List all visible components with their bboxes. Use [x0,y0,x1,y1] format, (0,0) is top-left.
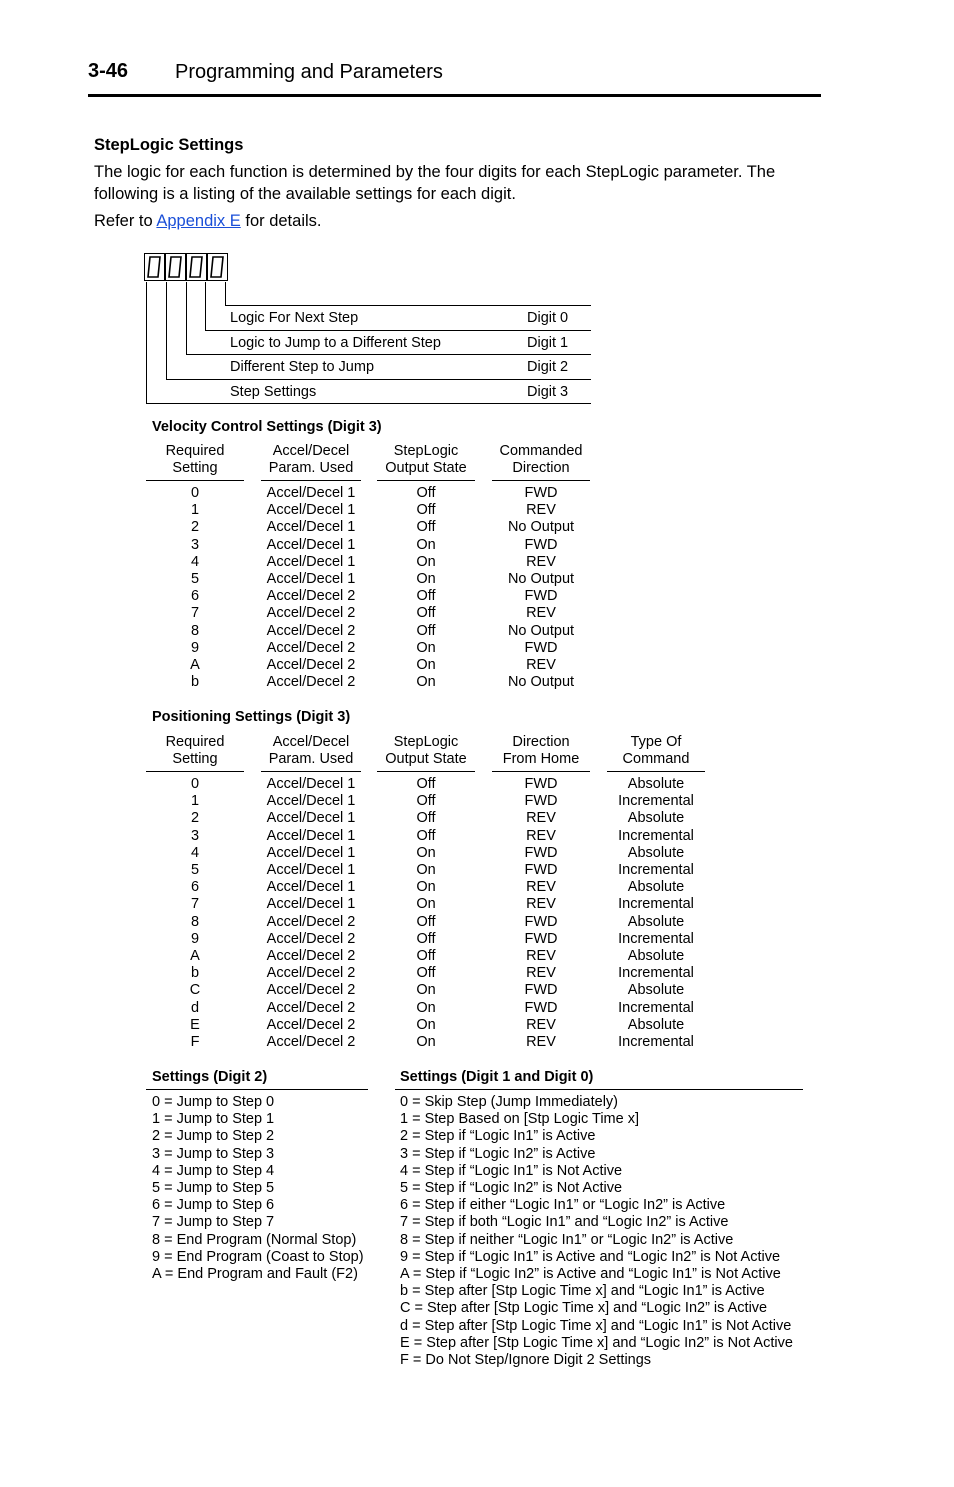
list-item: FWD [524,776,558,792]
page-header-title: Programming and Parameters [175,61,443,83]
velocity-header-output [377,443,475,477]
list-item: 8 [190,913,200,930]
list-item: 4 [190,553,200,570]
positioning-col-required [146,776,244,1051]
list-item: FWD [524,536,558,553]
list-item: Accel/Decel 2 [266,1034,356,1051]
list-item: 3 = Step if “Logic In2” is Active [400,1145,596,1162]
refer-suffix: for details. [240,212,322,230]
digit-2-connector [166,282,167,379]
header-line: Param. Used [268,460,354,476]
list-item: d = Step after [Stp Logic Time x] and “Logic In1” is Not Active [400,1317,792,1334]
velocity-rule [261,480,361,481]
positioning-table-title: Positioning Settings (Digit 3) [152,709,351,725]
list-item: 1 [190,793,200,810]
velocity-col-output [377,485,475,691]
diagram-digit-0: Digit 0 [527,310,569,326]
list-item: E = Step after [Stp Logic Time x] and “Logic In2” is Not Active [400,1334,793,1351]
list-item: 8 = Step if neither “Logic In1” or “Logic In2” is Active [400,1231,734,1248]
digit-display [144,253,226,281]
list-item: Accel/Decel 1 [266,571,356,588]
list-item: 4 [190,844,200,861]
list-item: Off [416,948,436,965]
list-item: 6 = Step if either “Logic In1” or “Logic In2” is Active [400,1197,726,1214]
digit-2-display [165,253,186,281]
velocity-header-direction [492,443,590,477]
velocity-col-accel [261,485,361,691]
list-item: REV [526,879,556,896]
list-item: b [190,965,200,982]
list-item: 0 = Jump to Step 0 [152,1094,275,1110]
list-item: REV [526,657,556,674]
list-item: 4 = Step if “Logic In1” is Not Active [400,1162,623,1179]
list-item: A = Step if “Logic In2” is Active and “Logic In1” is Not Active [400,1266,781,1283]
digit10-rule [395,1089,803,1090]
list-item: Off [416,485,436,501]
list-item: On [416,862,436,879]
list-item: On [416,639,436,656]
list-item: REV [526,1034,556,1051]
list-item: 3 [190,827,200,844]
list-item: Accel/Decel 2 [266,913,356,930]
list-item: 2 [190,810,200,827]
list-item: Absolute [627,776,685,792]
list-item: REV [526,965,556,982]
header-line: From Home [502,751,580,767]
diagram-label-1: Logic to Jump to a Different Step [230,335,441,351]
list-item: FWD [524,793,558,810]
digit-3-display [144,253,165,281]
list-item: 0 [190,485,200,501]
list-item: Accel/Decel 1 [266,827,356,844]
list-item: FWD [524,639,558,656]
list-item: Incremental [618,793,694,810]
page-number: 3-46 [88,60,129,82]
list-item: 7 = Jump to Step 7 [152,1214,275,1231]
positioning-rule [146,771,244,772]
list-item: A = End Program and Fault (F2) [152,1266,358,1283]
list-item: E [190,1016,200,1033]
digit-0-display [207,253,228,281]
digit2-rule [146,1089,368,1090]
list-item: Accel/Decel 1 [266,810,356,827]
list-item: 1 = Jump to Step 1 [152,1111,275,1128]
header-line: Required [165,734,225,750]
list-item: 8 = End Program (Normal Stop) [152,1231,357,1248]
list-item: Incremental [618,862,694,879]
list-item: Accel/Decel 1 [266,776,356,792]
list-item: Accel/Decel 2 [266,982,356,999]
list-item: On [416,657,436,674]
header-line: Required [165,443,225,459]
refer-prefix: Refer to [94,212,157,230]
list-item: FWD [524,844,558,861]
list-item: 8 [190,622,200,639]
list-item: FWD [524,930,558,947]
diagram-label-3: Step Settings [230,384,317,400]
list-item: No Output [507,519,575,536]
list-item: Accel/Decel 2 [266,999,356,1016]
list-item: No Output [507,622,575,639]
header-line: Direction [512,734,570,750]
list-item: Accel/Decel 1 [266,553,356,570]
list-item: REV [526,1016,556,1033]
list-item: FWD [524,982,558,999]
positioning-header-direction [492,734,590,768]
positioning-rule [377,771,475,772]
list-item: Accel/Decel 2 [266,930,356,947]
positioning-header-type [607,734,705,768]
list-item: Accel/Decel 2 [266,605,356,622]
diagram-digit-1: Digit 1 [527,335,569,351]
header-line: Direction [512,460,570,476]
digit2-settings-list [152,1094,364,1283]
diagram-label-0: Logic For Next Step [230,310,359,326]
header-line: Setting [172,460,218,476]
top-connector [225,282,226,306]
list-item: 3 [190,536,200,553]
list-item: Accel/Decel 2 [266,639,356,656]
list-item: Accel/Decel 2 [266,965,356,982]
positioning-header-required [146,734,244,768]
list-item: REV [526,810,556,827]
header-line: Param. Used [268,751,354,767]
positioning-header-accel [261,734,361,768]
list-item: Absolute [627,1016,685,1033]
list-item: On [416,553,436,570]
list-item: 7 [190,896,200,913]
diagram-rule-3 [146,403,591,404]
diagram-top-rule [225,305,591,306]
diagram-digit-3: Digit 3 [527,384,569,400]
refer-paragraph [94,210,794,232]
list-item: Off [416,588,436,605]
list-item: 3 = Jump to Step 3 [152,1145,275,1162]
list-item: On [416,536,436,553]
list-item: Absolute [627,844,685,861]
list-item: On [416,999,436,1016]
digit-1-display [186,253,207,281]
header-line: Setting [172,751,218,767]
list-item: Absolute [627,913,685,930]
list-item: Off [416,827,436,844]
list-item: Accel/Decel 2 [266,588,356,605]
diagram-digit-2: Digit 2 [527,359,569,375]
list-item: Absolute [627,948,685,965]
velocity-rule [377,480,475,481]
list-item: Incremental [618,999,694,1016]
list-item: Accel/Decel 1 [266,793,356,810]
list-item: 2 = Jump to Step 2 [152,1128,275,1145]
appendix-e-link[interactable]: Appendix E [156,212,241,230]
list-item: A [190,948,200,965]
list-item: REV [526,827,556,844]
list-item: Off [416,622,436,639]
list-item: 9 [190,930,200,947]
header-line: Output State [385,460,467,476]
list-item: Accel/Decel 1 [266,519,356,536]
velocity-col-required [146,485,244,691]
list-item: Accel/Decel 1 [266,879,356,896]
list-item: Absolute [627,879,685,896]
list-item: 4 = Jump to Step 4 [152,1162,275,1179]
list-item: Accel/Decel 1 [266,896,356,913]
list-item: Accel/Decel 2 [266,948,356,965]
list-item: FWD [524,485,558,501]
list-item: Incremental [618,965,694,982]
velocity-rule [492,480,590,481]
header-line: Accel/Decel [272,734,350,750]
list-item: 9 = Step if “Logic In1” is Active and “Logic In2” is Not Active [400,1248,781,1265]
list-item: Off [416,519,436,536]
digit2-settings-title: Settings (Digit 2) [152,1069,268,1085]
list-item: On [416,571,436,588]
list-item: 5 = Step if “Logic In2” is Not Active [400,1180,623,1197]
list-item: C = Step after [Stp Logic Time x] and “Logic In2” is Active [400,1300,768,1317]
list-item: C [189,982,201,999]
list-item: 2 = Step if “Logic In1” is Active [400,1128,596,1145]
list-item: 6 = Jump to Step 6 [152,1197,275,1214]
list-item: Off [416,930,436,947]
list-item: Absolute [627,810,685,827]
list-item: On [416,844,436,861]
list-item: FWD [524,588,558,605]
list-item: Incremental [618,896,694,913]
header-line: Commanded [499,443,583,459]
diagram-label-2: Different Step to Jump [230,359,375,375]
list-item: REV [526,553,556,570]
list-item: On [416,879,436,896]
list-item: 2 [190,519,200,536]
list-item: On [416,1016,436,1033]
list-item: 0 [190,776,200,792]
diagram-rule-0 [205,330,591,331]
list-item: Incremental [618,827,694,844]
digit10-settings-title: Settings (Digit 1 and Digit 0) [400,1069,594,1085]
list-item: 5 = Jump to Step 5 [152,1180,275,1197]
list-item: Accel/Decel 1 [266,844,356,861]
list-item: REV [526,948,556,965]
list-item: F [190,1034,200,1051]
list-item: Accel/Decel 2 [266,1016,356,1033]
positioning-col-accel [261,776,361,1051]
list-item: REV [526,896,556,913]
list-item: 6 [190,879,200,896]
list-item: A [190,657,200,674]
list-item: REV [526,605,556,622]
list-item: FWD [524,862,558,879]
header-line: Command [622,751,690,767]
list-item: No Output [507,571,575,588]
list-item: Incremental [618,1034,694,1051]
list-item: Off [416,776,436,792]
list-item: Absolute [627,982,685,999]
header-line: StepLogic [393,443,459,459]
list-item: On [416,674,436,691]
header-line: StepLogic [393,734,459,750]
list-item: On [416,1034,436,1051]
list-item: Off [416,810,436,827]
list-item: REV [526,502,556,519]
diagram-rule-2 [166,379,591,380]
positioning-rule [607,771,705,772]
list-item: Off [416,793,436,810]
list-item: On [416,982,436,999]
list-item: Off [416,605,436,622]
positioning-col-direction [492,776,590,1051]
list-item: FWD [524,999,558,1016]
list-item: 0 = Skip Step (Jump Immediately) [400,1094,618,1110]
list-item: Accel/Decel 1 [266,536,356,553]
positioning-header-output [377,734,475,768]
list-item: Accel/Decel 1 [266,485,356,501]
positioning-col-type [607,776,705,1051]
list-item: 7 [190,605,200,622]
list-item: Off [416,913,436,930]
velocity-rule [146,480,244,481]
velocity-header-accel [261,443,361,477]
list-item: Accel/Decel 2 [266,674,356,691]
list-item: On [416,896,436,913]
velocity-col-direction [492,485,590,691]
list-item: 1 = Step Based on [Stp Logic Time x] [400,1111,639,1128]
list-item: d [190,999,200,1016]
intro-paragraph: The logic for each function is determined by the four digits for each StepLogic parameter. The following is a listing of the available settings for each digit. [94,163,776,203]
diagram-rule-1 [186,354,591,355]
list-item: 7 = Step if both “Logic In1” and “Logic In2” is Active [400,1214,729,1231]
list-item: 5 [190,571,200,588]
digit-0-connector [205,282,206,331]
list-item: 9 = End Program (Coast to Stop) [152,1248,364,1265]
list-item: Incremental [618,930,694,947]
positioning-col-output [377,776,475,1051]
positioning-rule [492,771,590,772]
header-line: Accel/Decel [272,443,350,459]
list-item: b = Step after [Stp Logic Time x] and “Logic In1” is Active [400,1283,765,1300]
list-item: Accel/Decel 1 [266,502,356,519]
digit10-settings-list [400,1094,793,1369]
list-item: FWD [524,913,558,930]
velocity-header-required [146,443,244,477]
velocity-table-title: Velocity Control Settings (Digit 3) [152,419,382,435]
list-item: b [190,674,200,691]
list-item: Off [416,965,436,982]
list-item: 1 [190,502,200,519]
digit-3-connector [146,282,147,404]
list-item: Accel/Decel 2 [266,657,356,674]
header-line: Type Of [630,734,682,750]
list-item: 6 [190,588,200,605]
list-item: No Output [507,674,575,691]
digit-1-connector [186,282,187,355]
list-item: F = Do Not Step/Ignore Digit 2 Settings [400,1352,652,1369]
list-item: Accel/Decel 1 [266,862,356,879]
section-title: StepLogic Settings [94,136,244,154]
list-item: 5 [190,862,200,879]
list-item: Accel/Decel 2 [266,622,356,639]
positioning-rule [261,771,361,772]
list-item: Off [416,502,436,519]
list-item: 9 [190,639,200,656]
header-rule [88,94,821,97]
header-line: Output State [385,751,467,767]
